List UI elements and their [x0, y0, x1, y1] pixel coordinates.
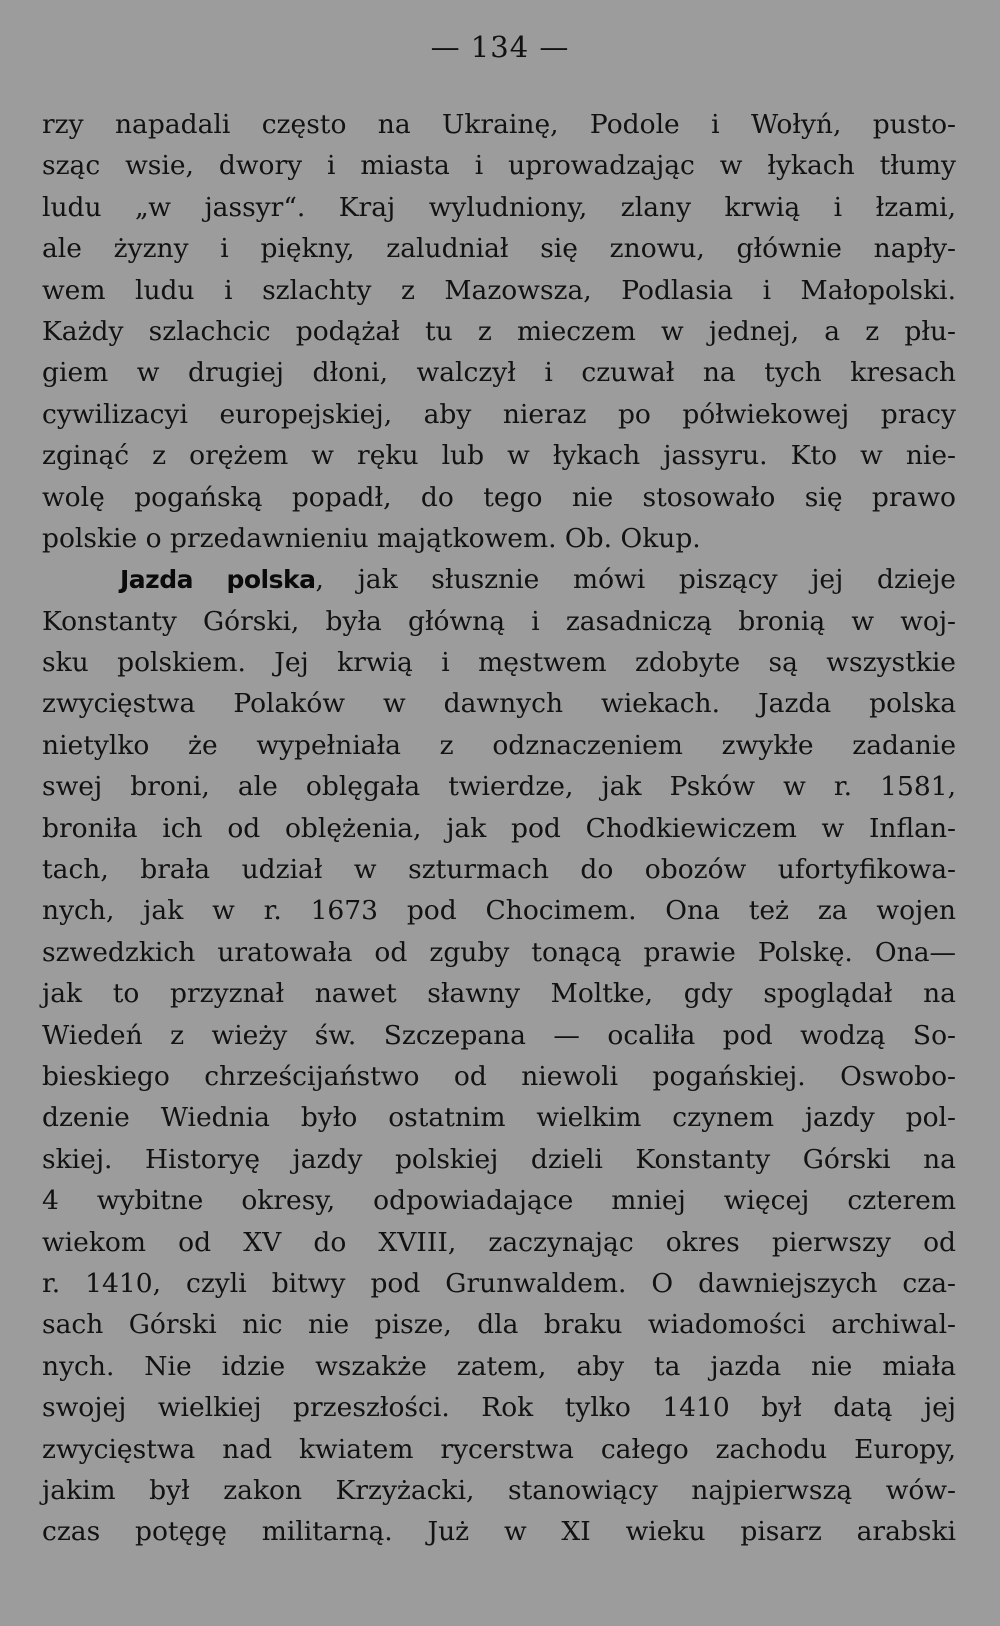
text-line: zwycięstwa Polaków w dawnych wiekach. Jazda polska	[42, 688, 956, 720]
text-line: giem w drugiej dłoni, walczył i czuwał na tych kresach	[42, 357, 956, 389]
text-line: Konstanty Górski, była główną i zasadniczą bronią w woj-	[42, 605, 956, 637]
text-line: szwedzkich uratowała od zguby tonącą prawie Polskę. Ona—	[42, 936, 956, 968]
text-line: Wiedeń z wieży św. Szczepana — ocaliła pod wodzą So-	[42, 1019, 956, 1051]
entry-heading: Jazda polska	[120, 565, 316, 595]
text-line: zwycięstwa nad kwiatem rycerstwa całego zachodu Europy,	[42, 1433, 956, 1465]
text-line: jak to przyznał nawet sławny Moltke, gdy spoglądał na	[42, 978, 956, 1010]
entry-first-line	[42, 559, 956, 600]
body-text	[42, 104, 956, 1553]
text-line: dzenie Wiednia było ostatnim wielkim czynem jazdy pol-	[42, 1102, 956, 1134]
text-line: Każdy szlachcic podążał tu z mieczem w jednej, a z płu-	[42, 315, 956, 347]
page-number: — 134 —	[430, 30, 570, 64]
text-line: bieskiego chrześcijaństwo od niewoli pogańskiej. Oswobo-	[42, 1060, 956, 1092]
text-line: jakim był zakon Krzyżacki, stanowiący najpierwszą wów-	[42, 1474, 956, 1506]
text-line: cywilizacyi europejskiej, aby nieraz po półwiekowej pracy	[42, 398, 956, 430]
text-line: nietylko że wypełniała z odznaczeniem zwykłe zadanie	[42, 729, 956, 761]
text-line: nych, jak w r. 1673 pod Chocimem. Ona też za wojen	[42, 895, 956, 927]
text-line: tach, brała udział w szturmach do obozów ufortyfikowa-	[42, 854, 956, 886]
text-line: wem ludu i szlachty z Mazowsza, Podlasia i Małopolski.	[42, 274, 956, 306]
text-line: polskie o przedawnieniu majątkowem. Ob. Okup.	[42, 522, 701, 554]
text-line: nych. Nie idzie wszakże zatem, aby ta jazda nie miała	[42, 1350, 956, 1382]
text-line: broniła ich od oblężenia, jak pod Chodkiewiczem w Inflan-	[42, 812, 956, 844]
text-line: sząc wsie, dwory i miasta i uprowadzając w łykach tłumy	[42, 150, 956, 182]
text-line: sach Górski nic nie pisze, dla braku wiadomości archiwal-	[42, 1309, 956, 1341]
text-line: wolę pogańską popadł, do tego nie stosowało się prawo	[42, 481, 956, 513]
text-line: czas potęgę militarną. Już w XI wieku pisarz arabski	[42, 1516, 956, 1548]
text-line: 4 wybitne okresy, odpowiadające mniej więcej czterem	[42, 1185, 956, 1217]
text-line: swej broni, ale oblęgała twierdze, jak Psków w r. 1581,	[42, 771, 956, 803]
text-line: zginąć z orężem w ręku lub w łykach jassyru. Kto w nie-	[42, 440, 956, 472]
text-line: rzy napadali często na Ukrainę, Podole i Wołyń, pusto-	[42, 109, 956, 140]
text-line: wiekom od XV do XVIII, zaczynając okres pierwszy od	[42, 1226, 956, 1258]
text-line: skiej. Historyę jazdy polskiej dzieli Konstanty Górski na	[42, 1143, 956, 1175]
text-line: r. 1410, czyli bitwy pod Grunwaldem. O dawniejszych cza-	[42, 1267, 956, 1299]
entry-first-line-text: , jak słusznie mówi piszący jej dzieje	[315, 564, 956, 596]
text-line: swojej wielkiej przeszłości. Rok tylko 1410 był datą jej	[42, 1392, 956, 1424]
text-line: sku polskiem. Jej krwią i męstwem zdobyte są wszystkie	[42, 647, 956, 679]
text-line: ale żyzny i piękny, zaludniał się znowu, głównie napły-	[42, 233, 956, 265]
text-line: ludu „w jassyr“. Kraj wyludniony, zlany krwią i łzami,	[42, 191, 956, 223]
